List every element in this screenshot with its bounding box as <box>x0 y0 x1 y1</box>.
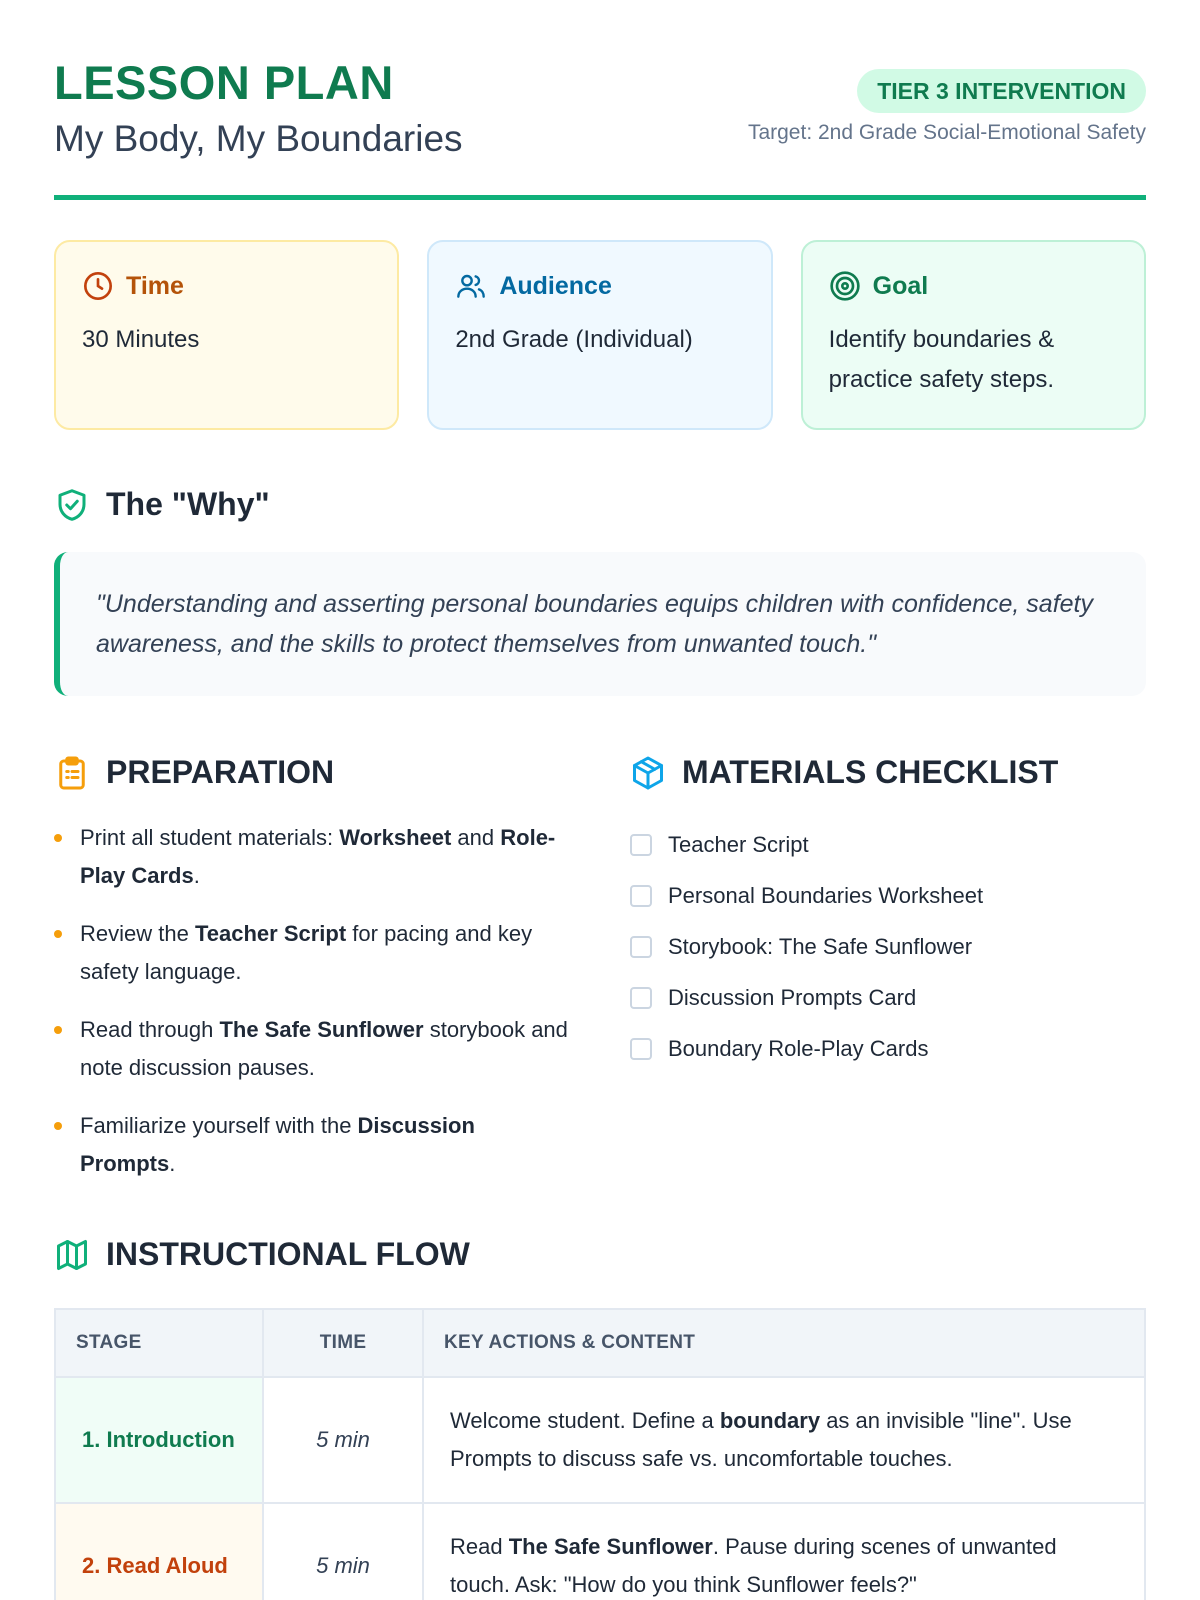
goal-card-label: Goal <box>872 271 929 300</box>
why-title-text: The "Why" <box>106 486 270 522</box>
preparation-title-text: PREPARATION <box>106 754 335 790</box>
prep-text: storybook and note discussion pauses. <box>80 1017 568 1080</box>
stage-cell: 2. Read Aloud <box>55 1503 263 1600</box>
actions-bold: boundary <box>719 1408 821 1433</box>
table-header-row <box>55 1309 1145 1377</box>
materials-section <box>630 754 1150 1074</box>
preparation-section <box>54 754 574 1203</box>
audience-card-label: Audience <box>499 271 612 300</box>
audience-card <box>427 240 772 430</box>
why-quote: "Understanding and asserting personal boundaries equips children with confidence, safety awareness, and the skills to protect themselves from unwanted touch." <box>54 552 1146 696</box>
actions-cell <box>423 1377 1145 1503</box>
table-row <box>55 1503 1145 1600</box>
prep-bold: Worksheet <box>339 825 452 850</box>
actions-bold: The Safe Sunflower <box>508 1534 713 1559</box>
checkbox[interactable] <box>630 987 652 1009</box>
audience-card-value: 2nd Grade (Individual) <box>455 326 693 353</box>
materials-title <box>630 754 1150 791</box>
table-row <box>55 1377 1145 1503</box>
materials-checklist <box>630 819 1150 1074</box>
materials-title-text: MATERIALS CHECKLIST <box>682 754 1059 790</box>
prep-text: for pacing and key safety language. <box>80 921 533 984</box>
map-icon <box>54 1237 90 1273</box>
shield-check-icon <box>54 487 90 523</box>
summary-cards <box>54 240 1146 430</box>
checklist-label: Boundary Role-Play Cards <box>668 1035 929 1061</box>
actions-text: . Pause during scenes of unwanted touch. Ask: "How do you think Sunflower feels?" <box>450 1534 1057 1597</box>
checkbox[interactable] <box>630 885 652 907</box>
goal-card <box>801 240 1146 430</box>
list-item <box>54 819 574 895</box>
prep-text: . <box>169 1151 176 1176</box>
stage-cell: 1. Introduction <box>55 1377 263 1503</box>
tier-badge: TIER 3 INTERVENTION <box>857 69 1146 113</box>
list-item <box>54 915 574 991</box>
instructional-flow-table <box>54 1308 1146 1600</box>
page-title: LESSON PLAN <box>54 56 394 109</box>
header <box>54 0 1146 200</box>
checklist-label: Storybook: The Safe Sunflower <box>668 933 973 959</box>
checkbox[interactable] <box>630 834 652 856</box>
prep-text: Print all student materials: <box>80 825 340 850</box>
list-item <box>54 1107 574 1183</box>
time-cell: 5 min <box>263 1503 423 1600</box>
audience-card-header <box>455 270 744 302</box>
actions-cell <box>423 1503 1145 1600</box>
preparation-title <box>54 754 574 791</box>
goal-card-value: Identify boundaries & practice safety steps. <box>828 326 1055 393</box>
list-item <box>54 1011 574 1087</box>
bullet-dot <box>54 930 62 938</box>
checkbox[interactable] <box>630 1038 652 1060</box>
column-header-stage: STAGE <box>55 1309 263 1377</box>
time-card <box>54 240 399 430</box>
bullet-dot <box>54 834 62 842</box>
checkbox[interactable] <box>630 936 652 958</box>
checklist-item[interactable] <box>630 921 1150 972</box>
time-card-label: Time <box>126 271 184 300</box>
time-card-value: 30 Minutes <box>82 326 200 353</box>
checklist-item[interactable] <box>630 972 1150 1023</box>
prep-text: . <box>193 863 200 888</box>
checklist-item[interactable] <box>630 1023 1150 1074</box>
prep-text: Familiarize yourself with the <box>80 1113 358 1138</box>
preparation-list <box>54 819 574 1183</box>
checklist-item[interactable] <box>630 870 1150 921</box>
actions-text: as an invisible "line". Use Prompts to discuss safe vs. uncomfortable touches. <box>450 1408 1072 1471</box>
target-text: Target: 2nd Grade Social-Emotional Safety <box>747 121 1146 144</box>
flow-title-text: INSTRUCTIONAL FLOW <box>106 1236 470 1272</box>
column-header-actions: KEY ACTIONS & CONTENT <box>423 1309 1145 1377</box>
prep-bold: The Safe Sunflower <box>219 1017 424 1042</box>
checklist-label: Personal Boundaries Worksheet <box>668 882 984 908</box>
actions-text: Welcome student. Define a <box>450 1408 720 1433</box>
target-icon <box>829 270 861 302</box>
prep-text: Review the <box>80 921 195 946</box>
flow-section-title <box>54 1236 470 1273</box>
bullet-dot <box>54 1122 62 1130</box>
checklist-label: Discussion Prompts Card <box>668 984 917 1010</box>
prep-text: Read through <box>80 1017 220 1042</box>
page-subtitle: My Body, My Boundaries <box>54 118 463 159</box>
time-cell: 5 min <box>263 1377 423 1503</box>
column-header-time: TIME <box>263 1309 423 1377</box>
actions-text: Read <box>450 1534 509 1559</box>
bullet-dot <box>54 1026 62 1034</box>
clock-icon <box>82 270 114 302</box>
clipboard-icon <box>54 755 90 791</box>
why-section-title <box>54 486 270 523</box>
prep-bold: Role-Play Cards <box>80 825 556 888</box>
checklist-item[interactable] <box>630 819 1150 870</box>
prep-bold: Teacher Script <box>194 921 347 946</box>
prep-text: and <box>451 825 501 850</box>
box-icon <box>630 755 666 791</box>
goal-card-header <box>829 270 1118 302</box>
prep-bold: Discussion Prompts <box>80 1113 475 1176</box>
time-card-header <box>82 270 371 302</box>
users-icon <box>455 270 487 302</box>
checklist-label: Teacher Script <box>668 831 809 857</box>
